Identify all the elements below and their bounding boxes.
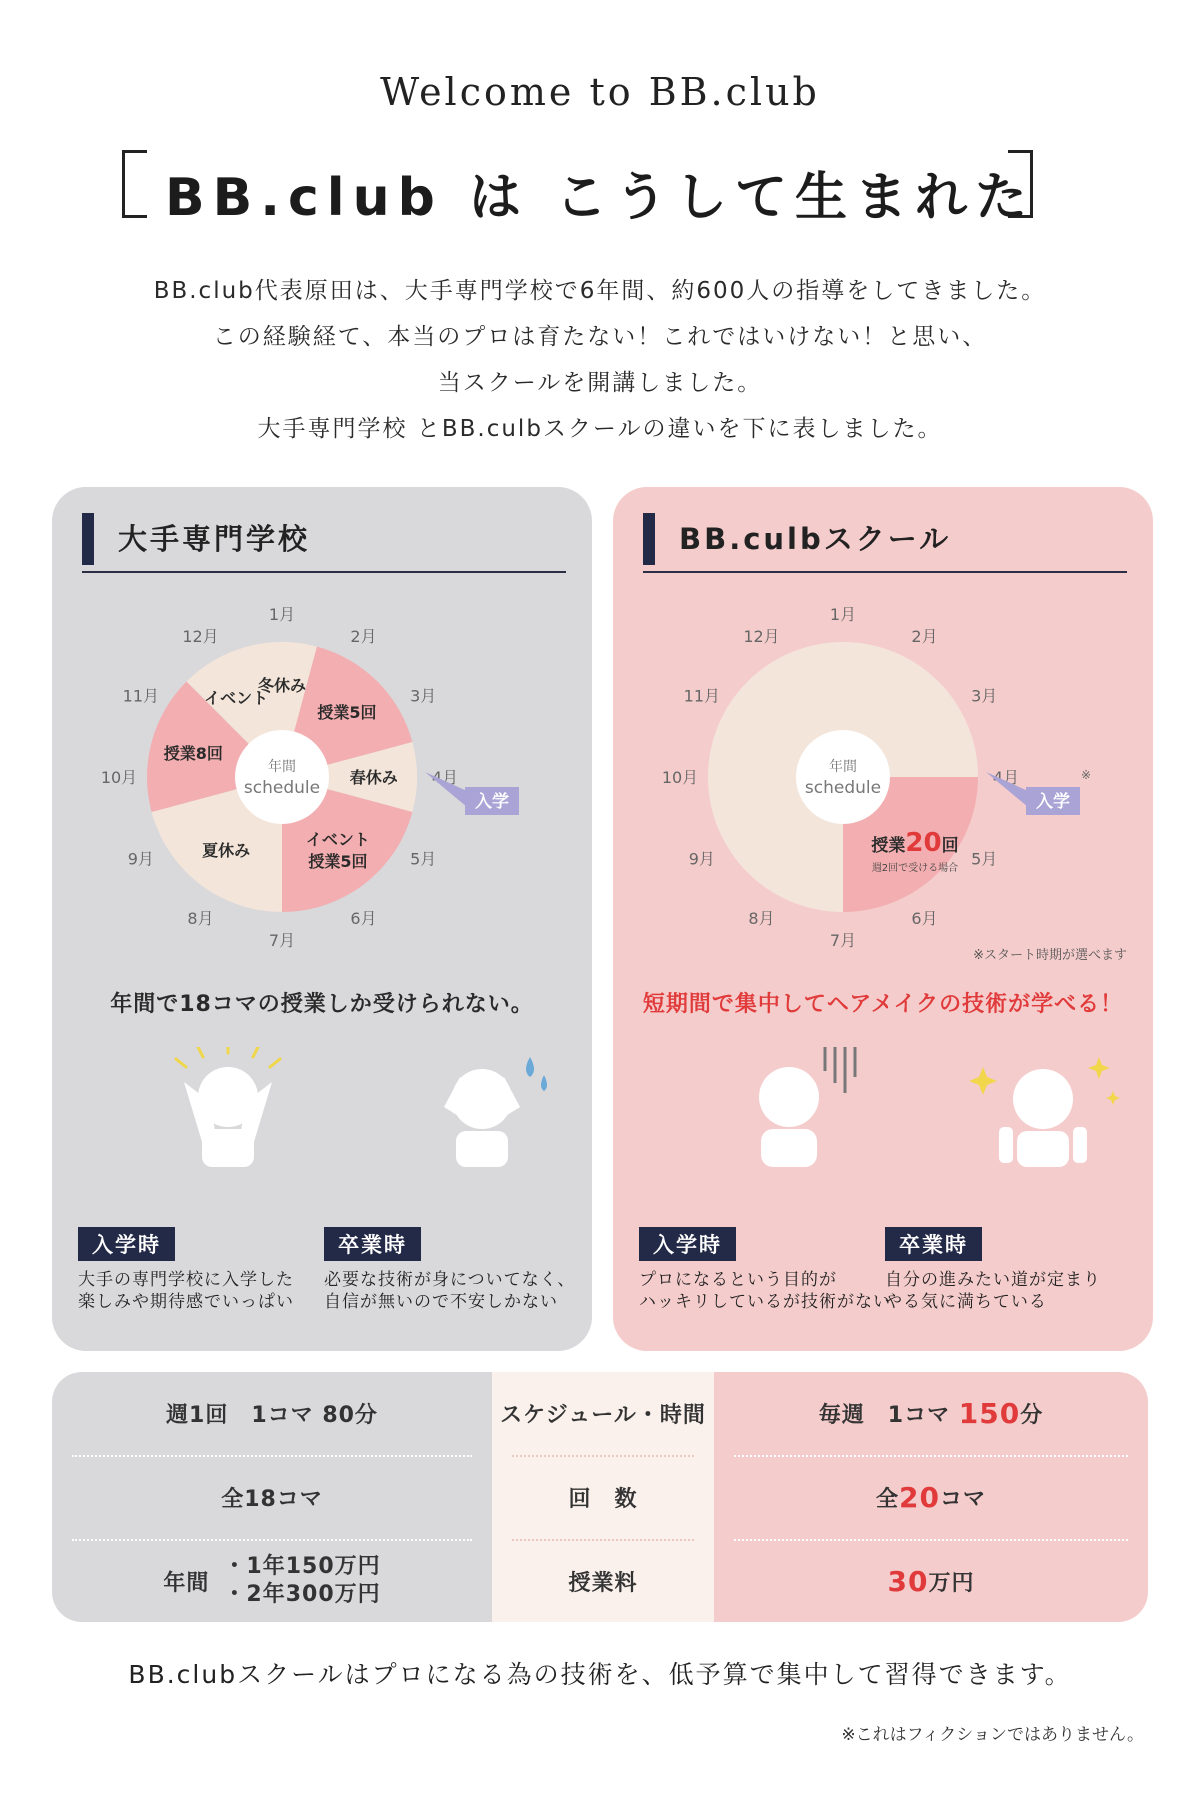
- panel-verdict: 年間で18コマの授業しか受けられない。: [110, 992, 534, 1017]
- intro-line: この経験経て、本当のプロは育たない！これではいけない！と思い、: [212, 324, 988, 350]
- month-label: 4月: [992, 768, 1020, 787]
- summary-text: BB.clubスクールはプロになる為の技術を、低予算で集中して習得できます。: [128, 1660, 1072, 1689]
- fee-cell: [52, 1540, 492, 1622]
- month-label: 8月: [187, 909, 214, 929]
- slice-label: 授業8回: [163, 744, 223, 764]
- bbclub-column: [714, 1372, 1148, 1622]
- count-value: 20: [899, 1480, 940, 1514]
- month-label: 4月: [431, 768, 459, 787]
- center-label-bottom: schedule: [243, 778, 321, 798]
- graduation-tag: 卒業時: [885, 1227, 982, 1261]
- figure-illustrations: [52, 1047, 592, 1167]
- schedule-cell: 週1回 1コマ 80分: [166, 1402, 378, 1428]
- month-label: 6月: [911, 909, 938, 929]
- bbclub-school-panel: [613, 487, 1153, 1351]
- slice-label: 冬休み: [257, 676, 307, 696]
- caption-line: 必要な技術が身についてなく、: [324, 1270, 576, 1290]
- month-label: 7月: [829, 931, 857, 950]
- count-cell: [714, 1456, 1148, 1538]
- schedule-cell: [714, 1372, 1148, 1454]
- month-label: 11月: [683, 686, 721, 706]
- center-label-bottom: schedule: [804, 778, 882, 798]
- month-label: 11月: [122, 686, 160, 706]
- slice-label: イベント: [204, 688, 269, 708]
- month-label: 3月: [410, 686, 437, 706]
- major-school-column: [52, 1372, 492, 1622]
- fee-header: 授業料: [568, 1570, 638, 1596]
- entry-asterisk: ※: [1080, 768, 1092, 782]
- category-column: [492, 1372, 714, 1622]
- intro-line: 大手専門学校 とBB.culbスクールの違いを下に表しました。: [257, 416, 943, 442]
- panel-title: BB.culbスクール: [679, 522, 952, 556]
- month-label: 10月: [661, 768, 699, 787]
- panel-verdict: 短期間で集中してヘアメイクの技術が学べる！: [642, 992, 1124, 1017]
- entry-tag-label: 入学: [475, 792, 509, 812]
- enrollment-tag: 入学時: [78, 1227, 175, 1261]
- caption-line: 大手の専門学校に入学した: [78, 1270, 294, 1290]
- month-label: 6月: [350, 909, 377, 929]
- confident-person-icon: [969, 1057, 1120, 1167]
- start-note: ※スタート時期が選べます: [973, 948, 1127, 963]
- month-label: 3月: [971, 686, 998, 706]
- month-label: 2月: [350, 626, 377, 646]
- caption-line: 楽しみや期待感でいっぱい: [78, 1292, 294, 1312]
- fee-item: ・1年150万円: [223, 1554, 381, 1579]
- slice-label: 春休み: [349, 768, 398, 787]
- month-label: 2月: [911, 626, 938, 646]
- pie-center: [796, 730, 890, 824]
- slice-label: イベント: [305, 829, 370, 849]
- caption-line: 自信が無いので不安しかない: [324, 1292, 558, 1312]
- fee-label: 年間: [163, 1570, 210, 1596]
- slice-label: 夏休み: [202, 840, 251, 860]
- slice-label: 授業5回: [308, 851, 368, 871]
- enrollment-caption: [78, 1269, 294, 1313]
- fee-list: [223, 1553, 380, 1609]
- graduation-caption: [324, 1269, 575, 1313]
- month-label: 9月: [688, 849, 715, 869]
- intro-line: 当スクールを開講しました。: [437, 370, 763, 396]
- figure-illustrations: [613, 1047, 1153, 1167]
- excited-person-icon: [176, 1047, 280, 1167]
- page-title: BB.club は こうして生まれた: [164, 168, 1036, 228]
- month-label: 1月: [829, 605, 857, 624]
- caption-line: ハッキリしているが技術がない: [639, 1292, 891, 1312]
- graduation-tag: 卒業時: [324, 1227, 421, 1261]
- fee-cell: [714, 1540, 1148, 1622]
- count-header: 回 数: [568, 1486, 638, 1512]
- count-suffix: コマ: [939, 1486, 986, 1512]
- entry-tag-label: 入学: [1036, 792, 1070, 812]
- schedule-header: スケジュール・時間: [500, 1402, 706, 1428]
- month-label: 12月: [743, 626, 780, 646]
- schedule-value: 150: [958, 1396, 1021, 1430]
- fee-value: 30: [887, 1564, 929, 1598]
- disclaimer-note: ※これはフィクションではありません。: [841, 1725, 1144, 1745]
- month-label: 12月: [182, 626, 219, 646]
- fee-content: [163, 1553, 380, 1609]
- welcome-heading: Welcome to BB.club: [380, 70, 820, 114]
- count-cell: 全18コマ: [221, 1486, 323, 1512]
- intro-line: BB.club代表原田は、大手専門学校で6年間、約600人の指導をしてきました。: [153, 278, 1047, 304]
- worried-person-icon: [444, 1057, 547, 1167]
- center-label-top: 年間: [829, 759, 857, 775]
- slice-label: 授業5回: [317, 703, 377, 723]
- pie-center: [235, 730, 329, 824]
- gloomy-person-icon: [759, 1047, 855, 1167]
- header-accent-bar: [643, 513, 655, 565]
- count-prefix: 全: [876, 1486, 900, 1512]
- lesson-label: 授業20回: [871, 828, 959, 858]
- comparison-table: [52, 1372, 1148, 1622]
- month-label: 5月: [971, 849, 998, 869]
- month-label: 5月: [410, 849, 437, 869]
- enrollment-tag: 入学時: [639, 1227, 736, 1261]
- lesson-note: 週2回で受ける場合: [871, 863, 959, 874]
- panel-title: 大手専門学校: [118, 522, 311, 556]
- enrollment-caption: [639, 1269, 891, 1313]
- center-label-top: 年間: [268, 759, 296, 775]
- schedule-prefix: 毎週 1コマ: [818, 1402, 951, 1428]
- caption-line: やる気に満ちている: [885, 1292, 1047, 1312]
- intro-text: [0, 268, 1200, 452]
- panel-header: [82, 513, 566, 573]
- panel-header: [643, 513, 1127, 573]
- schedule-pie-chart: [613, 587, 1153, 967]
- header-accent-bar: [82, 513, 94, 565]
- caption-line: プロになるという目的が: [639, 1270, 837, 1290]
- month-label: 1月: [268, 605, 296, 624]
- month-label: 10月: [100, 768, 138, 787]
- fee-item: ・2年300万円: [223, 1582, 381, 1607]
- month-label: 8月: [748, 909, 775, 929]
- schedule-pie-chart: [52, 587, 592, 967]
- month-label: 9月: [127, 849, 154, 869]
- major-school-panel: [52, 487, 592, 1351]
- month-label: 7月: [268, 931, 296, 950]
- schedule-suffix: 分: [1020, 1402, 1044, 1428]
- graduation-caption: [885, 1269, 1101, 1313]
- fee-suffix: 万円: [928, 1570, 975, 1596]
- caption-line: 自分の進みたい道が定まり: [885, 1270, 1101, 1290]
